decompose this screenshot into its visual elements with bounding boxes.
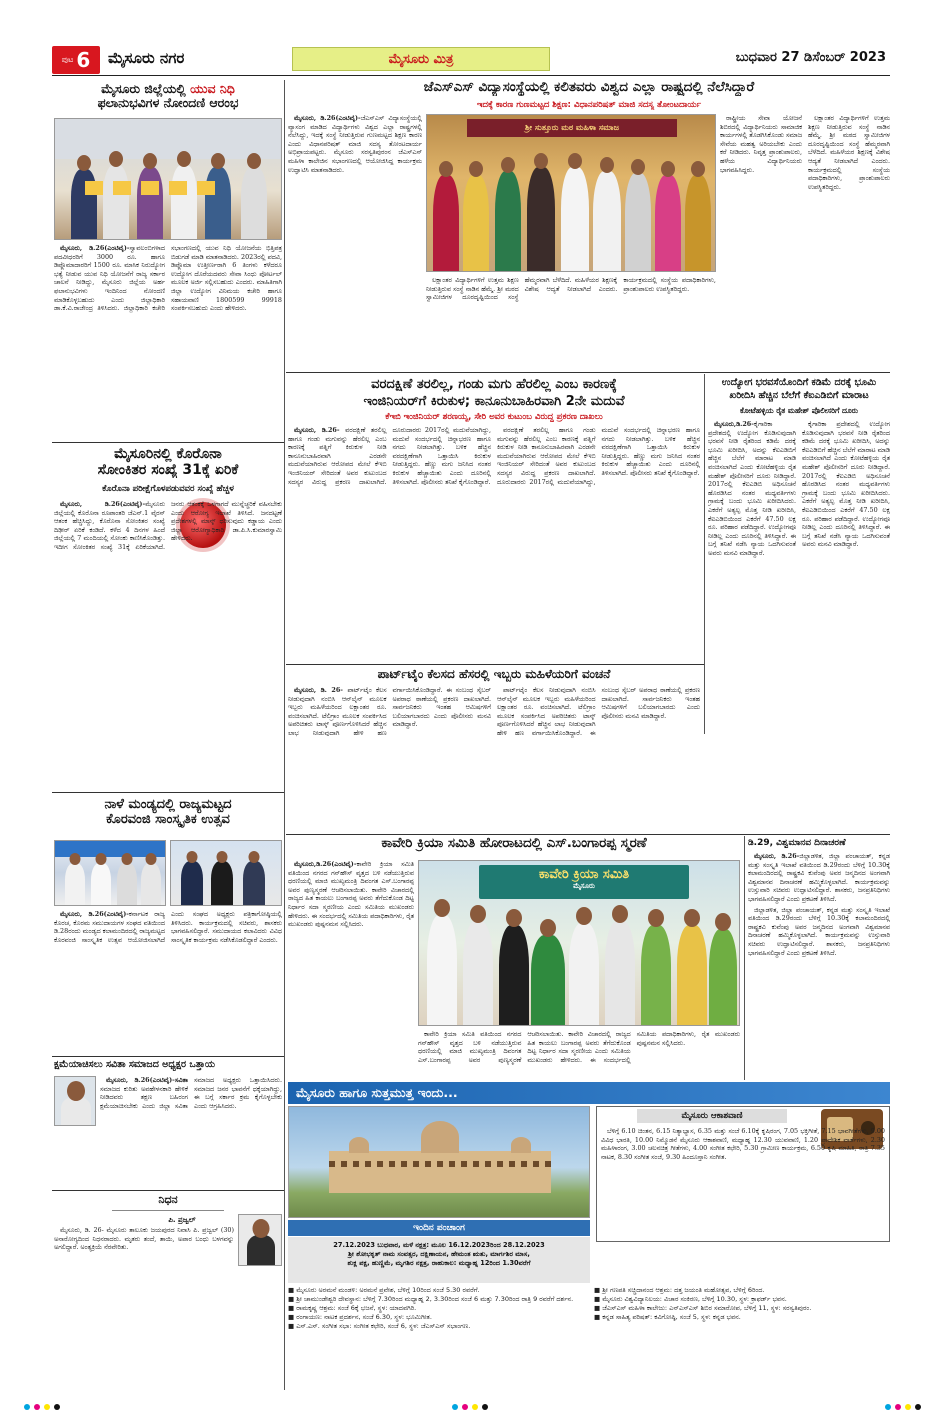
issue-date: ಬುಧವಾರ 27 ಡಿಸೆಂಬರ್ 2023 bbox=[735, 50, 886, 65]
panchanga-line-3: ಶುಕ್ಲ ಪಕ್ಷ, ಹುಣ್ಣಿಮೆ, ಮೃಗಶಿರ ನಕ್ಷತ್ರ, ರಾಹುಕಾಲ: ಮಧ್ಯಾಹ್ನ 12ರಿಂದ 1.30ವರೆಗೆ bbox=[347, 1259, 531, 1267]
panchanga-line-2: ಶ್ರೀ ಶೋಭಕೃತ್ ನಾಮ ಸಂವತ್ಸರ, ದಕ್ಷಿಣಾಯನ, ಹೇಮಂತ ಋತು, ಮಾರ್ಗಶಿರ ಮಾಸ, bbox=[348, 1250, 530, 1258]
parttime-dateline: ಮೈಸೂರು, ಡಿ. 26- bbox=[294, 686, 348, 694]
page-header bbox=[52, 44, 890, 76]
event-item: ■ ಶ್ರೀ ಚಾಮುಂಡೇಶ್ವರಿ ದೇವಸ್ಥಾನ: ಬೆಳಿಗ್ಗೆ 7.30ರಿಂದ ಮಧ್ಯಾಹ್ನ 2, 3.30ರಿಂದ ಸಂಜೆ 6 ಮತ್ತು 7.30ರಿಂದ ರಾತ್ರಿ 9 ರವರೆಗೆ ದರ್ಶನ. bbox=[288, 1295, 574, 1303]
page-number: 6 bbox=[76, 48, 91, 72]
mandya-headline bbox=[54, 798, 282, 828]
event-item: ■ ಜೆಎಸ್ಎಸ್ ಮಹಿಳಾ ಕಾಲೇಜು: ಎನ್ಎಸ್ಎಸ್ ಶಿಬಿರ ಸಮಾರೋಪ, ಬೆಳಿಗ್ಗೆ 11, ಸ್ಥಳ: ಸರಸ್ವತಿಪುರಂ. bbox=[594, 1304, 812, 1312]
dowry-headline-2: ಇಂಜಿನಿಯರ್‌ಗೆ ಕಿರುಕುಳ; ಕಾನೂನುಬಾಹಿರವಾಗಿ 2ನೇ ಮದುವೆ bbox=[363, 394, 625, 409]
savita-headline: ಕ್ಷಮೆಯಾಚಿಸಲು ಸವಿತಾ ಸಮಾಜದ ಅಧ್ಯಕ್ಷರ ಒತ್ತಾಯ bbox=[54, 1060, 216, 1070]
jss-body-left bbox=[288, 114, 422, 272]
dowry-body bbox=[288, 426, 700, 662]
event-item: ■ ಎಸ್.ಎಸ್. ಸಂಗೀತ ಸಭಾ: ಸಂಗೀತ ಕಛೇರಿ, ಸಂಜೆ 6, ಸ್ಥಳ: ಜೆಎಸ್ಎಸ್ ಸಭಾಂಗಣ. bbox=[288, 1322, 471, 1330]
cauvery-body-bottom bbox=[418, 1030, 740, 1078]
yuvanidhi-text: ಸ್ವಾವಲಂಬಿಗಳಾದ ಪದವೀಧರರಿಗೆ 3000 ರೂ. ಹಾಗೂ ಡಿಪ್ಲೊಮಾದಾರರಿಗೆ 1500 ರೂ. ಮಾಸಿಕ ನಿರುದ್ಯೋಗ ಭತ್ಯೆ ನೀಡುವ ಯುವ ನಿಧಿ ಯೋಜನೆಗೆ ರಾಜ್ಯ ಸರ್ಕಾರ ಚಾಲನೆ ನೀಡಿದ್ದು, ಮೈಸೂರು ಜಿಲ್ಲೆಯ ಅರ್ಹ ಫಲಾನುಭವಿಗಳು ಇಂದಿನಿಂದ ನೋಂದಣಿ ಮಾಡಿಕೊಳ್ಳಬಹುದು ಎಂದು ಜಿಲ್ಲಾಧಿಕಾರಿ ಡಾ.ಕೆ.ವಿ.ರಾಜೇಂದ್ರ ತಿಳಿಸಿದರು. ಜಿಲ್ಲಾಧಿಕಾರಿ ಕಚೇರಿ ಸಭಾಂಗಣದಲ್ಲಿ ಯುವ ನಿಧಿ ಯೋಜನೆಯ ಭಿತ್ತಿಪತ್ರ ಬಿಡುಗಡೆ ಮಾಡಿ ಮಾತನಾಡಿದರು. 2023ರಲ್ಲಿ ಪದವಿ, ಡಿಪ್ಲೊಮಾ ಉತ್ತೀರ್ಣರಾಗಿ 6 ತಿಂಗಳು ಕಳೆದರೂ ಉದ್ಯೋಗ ದೊರೆಯದವರು ಸೇವಾ ಸಿಂಧು ಪೋರ್ಟಲ್ ಮೂಲಕ ಅರ್ಜಿ ಸಲ್ಲಿಸಬಹುದು ಎಂದರು. ಮಾಹಿತಿಗಾಗಿ ಜಿಲ್ಲಾ ಉದ್ಯೋಗ ವಿನಿಮಯ ಕಚೇರಿ ಹಾಗೂ ಸಹಾಯವಾಣಿ 1800599 99918 ಸಂಪರ್ಕಿಸಬಹುದು ಎಂದು ಹೇಳಿದರು. bbox=[54, 244, 282, 313]
mysuru-today-banner bbox=[288, 1082, 890, 1104]
mandya-text: ಕರ್ನಾಟಕ ರಾಜ್ಯ ಕೊರಚ, ಕೊರಮ ಸಮುದಾಯಗಳ ಸಂಘದ ವತಿಯಿಂದ ಡಿ.28ರಂದು ಮಂಡ್ಯದ ಕಲಾಮಂದಿರದಲ್ಲಿ ರಾಜ್ಯಮಟ್ಟದ ಕೊರವಂಜಿ ಸಾಂಸ್ಕೃತಿಕ ಉತ್ಸವ ಆಯೋಜಿಸಲಾಗಿದೆ ಎಂದು ಸಂಘದ ಅಧ್ಯಕ್ಷರು ಪತ್ರಿಕಾಗೋಷ್ಠಿಯಲ್ಲಿ ತಿಳಿಸಿದರು. ಕಾರ್ಯಕ್ರಮದಲ್ಲಿ ಸಚಿವರು, ಶಾಸಕರು ಭಾಗವಹಿಸಲಿದ್ದಾರೆ. ಸಮುದಾಯದ ಕಲಾವಿದರು ವಿವಿಧ ಸಾಂಸ್ಕೃತಿಕ ಕಾರ್ಯಕ್ರಮ ನಡೆಸಿಕೊಡಲಿದ್ದಾರೆ ಎಂದರು. bbox=[54, 910, 282, 944]
event-item: ■ ಶ್ರೀ ಗಣಪತಿ ಸಚ್ಚಿದಾನಂದ ಆಶ್ರಮ: ದತ್ತ ಜಯಂತಿ ಮಹೋತ್ಸವ, ಬೆಳಿಗ್ಗೆ 6ರಿಂದ. bbox=[594, 1286, 765, 1294]
mysore-palace-image bbox=[288, 1106, 590, 1218]
land-headline-2: ಖರೀದಿಸಿ ಹೆಚ್ಚಿನ ಬೆಲೆಗೆ ಕೆಐಎಡಿಬಿಗೆ ಮಾರಾಟ bbox=[729, 390, 869, 401]
land-body bbox=[708, 420, 890, 840]
savita-text: ಸಮಾಜದ ಕುರಿತು ಅವಹೇಳನಕಾರಿ ಹೇಳಿಕೆ ನೀಡಿದವರು ತಕ್ಷಣ ಬಹಿರಂಗ ಕ್ಷಮೆಯಾಚಿಸಬೇಕು ಎಂದು ಜಿಲ್ಲಾ ಸವಿತಾ ಸಮಾಜದ ಅಧ್ಯಕ್ಷರು ಒತ್ತಾಯಿಸಿದರು. ಸಮಾಜದ ಜನರ ಭಾವನೆಗೆ ಧಕ್ಕೆಯಾಗಿದ್ದು, ಈ ಬಗ್ಗೆ ಸರ್ಕಾರ ಕ್ರಮ ಕೈಗೊಳ್ಳಬೇಕು ಎಂದು ಆಗ್ರಹಿಸಿದರು. bbox=[100, 1076, 282, 1110]
savita-portrait bbox=[54, 1076, 96, 1126]
event-item: ■ ರಂಗಾಯಣ: ನಾಟಕ ಪ್ರದರ್ಶನ, ಸಂಜೆ 6.30, ಸ್ಥಳ: ಭೂಮಿಗೀತ. bbox=[288, 1313, 432, 1321]
jss-photo bbox=[426, 114, 716, 272]
dowry-text-cont: ವರದಕ್ಷಿಣೆ ತರಲಿಲ್ಲ ಹಾಗೂ ಗಂಡು ಮಗುವನ್ನು ಹೆರಲಿಲ್ಲ ಎಂಬ ಕಾರಣಕ್ಕೆ ಪತ್ನಿಗೆ ಕಿರುಕುಳ ನೀಡಿ ಕಾನೂನುಬಾಹಿರವಾಗಿ ಎರಡನೇ ಮದುವೆಯಾಗಿರುವ ಆರೋಪದ ಮೇಲೆ ಕೆಇಬಿ ಇಂಜಿನಿಯರ್ ಸೇರಿದಂತೆ ಅವರ ಕುಟುಂಬದ ಸದಸ್ಯರ ವಿರುದ್ಧ ಪ್ರಕರಣ ದಾಖಲಾಗಿದೆ. ದೂರುದಾರರು 2017ರಲ್ಲಿ ಮದುವೆಯಾಗಿದ್ದು, ಮದುವೆ ಸಂದರ್ಭದಲ್ಲಿ ಚಿನ್ನಾಭರಣ ಹಾಗೂ ನಗದು ನೀಡಲಾಗಿತ್ತು. ಬಳಿಕ ಹೆಚ್ಚಿನ ವರದಕ್ಷಿಣೆಗಾಗಿ ಒತ್ತಾಯಿಸಿ ಕಿರುಕುಳ ನೀಡುತ್ತಿದ್ದರು. ಹೆಣ್ಣು ಮಗು ಜನಿಸಿದ ನಂತರ ಕಿರುಕುಳ ಹೆಚ್ಚಾಯಿತು ಎಂದು ದೂರಿನಲ್ಲಿ ತಿಳಿಸಲಾಗಿದೆ. ಪೊಲೀಸರು ತನಿಖೆ ಕೈಗೊಂಡಿದ್ದಾರೆ. bbox=[497, 426, 700, 486]
newspaper-logo: ಮೈಸೂರು ಮಿತ್ರ bbox=[292, 47, 550, 71]
jss-body-mid bbox=[426, 276, 716, 370]
vishwamanava-headline: ಡಿ.29, ವಿಶ್ವಮಾನವ ದಿನಾಚರಣೆ bbox=[748, 838, 846, 848]
mandya-headline-2: ಕೊರವಂಜಿ ಸಾಂಸ್ಕೃತಿಕ ಉತ್ಸವ bbox=[106, 811, 230, 827]
mandya-photo-2 bbox=[170, 840, 282, 906]
dowry-text: ವರದಕ್ಷಿಣೆ ತರಲಿಲ್ಲ ಹಾಗೂ ಗಂಡು ಮಗುವನ್ನು ಹೆರಲಿಲ್ಲ ಎಂಬ ಕಾರಣಕ್ಕೆ ಪತ್ನಿಗೆ ಕಿರುಕುಳ ನೀಡಿ ಕಾನೂನುಬಾಹಿರವಾಗಿ ಎರಡನೇ ಮದುವೆಯಾಗಿರುವ ಆರೋಪದ ಮೇಲೆ ಕೆಇಬಿ ಇಂಜಿನಿಯರ್ ಸೇರಿದಂತೆ ಅವರ ಕುಟುಂಬದ ಸದಸ್ಯರ ವಿರುದ್ಧ ಪ್ರಕರಣ ದಾಖಲಾಗಿದೆ. ದೂರುದಾರರು 2017ರಲ್ಲಿ ಮದುವೆಯಾಗಿದ್ದು, ಮದುವೆ ಸಂದರ್ಭದಲ್ಲಿ ಚಿನ್ನಾಭರಣ ಹಾಗೂ ನಗದು ನೀಡಲಾಗಿತ್ತು. ಬಳಿಕ ಹೆಚ್ಚಿನ ವರದಕ್ಷಿಣೆಗಾಗಿ ಒತ್ತಾಯಿಸಿ ಕಿರುಕುಳ ನೀಡುತ್ತಿದ್ದರು. ಹೆಣ್ಣು ಮಗು ಜನಿಸಿದ ನಂತರ ಕಿರುಕುಳ ಹೆಚ್ಚಾಯಿತು ಎಂದು ದೂರಿನಲ್ಲಿ ತಿಳಿಸಲಾಗಿದೆ. ಪೊಲೀಸರು ತನಿಖೆ ಕೈಗೊಂಡಿದ್ದಾರೆ. bbox=[288, 426, 491, 486]
event-item: ■ ಮೈಸೂರು ವಿಶ್ವವಿದ್ಯಾನಿಲಯ: ವಿಚಾರ ಸಂಕಿರಣ, ಬೆಳಿಗ್ಗೆ 10.30, ಸ್ಥಳ: ಕ್ರಾಫರ್ಡ್ ಭವನ. bbox=[594, 1295, 787, 1303]
jss-text-mid: ಲಕ್ಷಾಂತರ ವಿದ್ಯಾರ್ಥಿಗಳಿಗೆ ಉತ್ತಮ ಶಿಕ್ಷಣ ನೀಡುತ್ತಿರುವ ಸಂಸ್ಥೆ ನಾಡಿನ ಹೆಮ್ಮೆ. ಶ್ರೀ ಮಠದ ಸ್ವಾಮೀಜಿಗಳ ದೂರದೃಷ್ಟಿಯಿಂದ ಸಂಸ್ಥೆ ಹೆಮ್ಮರವಾಗಿ ಬೆಳೆದಿದೆ. ಮಹಿಳೆಯರ ಶಿಕ್ಷಣಕ್ಕೆ ವಿಶೇಷ ಆದ್ಯತೆ ನೀಡಲಾಗಿದೆ ಎಂದರು. ಕಾರ್ಯಕ್ರಮದಲ್ಲಿ ಸಂಸ್ಥೆಯ ಪದಾಧಿಕಾರಿಗಳು, ಪ್ರಾಂಶುಪಾಲರು ಉಪಸ್ಥಿತರಿದ್ದರು. bbox=[426, 276, 716, 302]
dowry-dateline: ಮೈಸೂರು, ಡಿ.26- bbox=[294, 426, 346, 434]
parttime-text: ಪಾರ್ಟ್‌ಟೈಂ ಕೆಲಸ ನೀಡುವುದಾಗಿ ನಂಬಿಸಿ ಆನ್‌ಲೈನ್ ಮೂಲಕ ಇಬ್ಬರು ಮಹಿಳೆಯರಿಂದ ಲಕ್ಷಾಂತರ ರೂ. ವಂಚಿಸಲಾಗಿದೆ. ಟೆಲಿಗ್ರಾಂ ಮೂಲಕ ಸಂಪರ್ಕಿಸಿದ ಅಪರಿಚಿತರು ಟಾಸ್ಕ್ ಪೂರ್ಣಗೊಳಿಸಿದರೆ ಹೆಚ್ಚಿನ ಲಾಭ ನೀಡುವುದಾಗಿ ಹೇಳಿ ಹಣ ವರ್ಗಾಯಿಸಿಕೊಂಡಿದ್ದಾರೆ. ಈ ಸಂಬಂಧ ಸೈಬರ್ ಅಪರಾಧ ಠಾಣೆಯಲ್ಲಿ ಪ್ರಕರಣ ದಾಖಲಾಗಿದೆ. ಸಾರ್ವಜನಿಕರು ಇಂತಹ ಆಮಿಷಗಳಿಗೆ ಬಲಿಯಾಗಬಾರದು ಎಂದು ಪೊಲೀಸರು ಮನವಿ ಮಾಡಿದ್ದಾರೆ. bbox=[288, 686, 491, 737]
obituary-name: ಪಿ. ಪ್ರಜ್ವಲ್ bbox=[168, 1216, 196, 1224]
obituary-photo bbox=[238, 1214, 282, 1266]
corona-body bbox=[54, 500, 282, 790]
mandya-headline-1: ನಾಳೆ ಮಂಡ್ಯದಲ್ಲಿ ರಾಜ್ಯಮಟ್ಟದ bbox=[104, 798, 232, 812]
land-subhead: ಕೋಟೆಹಳ್ಳಿಯ ರೈತ ಮಹೇಶ್ ಪೊಲೀಸರಿಗೆ ದೂರು bbox=[739, 406, 859, 415]
corona-subhead: ಕೊರೊನಾ ಪರೀಕ್ಷೆಗೊಳಪಡುವವರ ಸಂಖ್ಯೆ ಹೆಚ್ಚಳ bbox=[102, 484, 234, 494]
event-item: ■ ಕನ್ನಡ ಸಾಹಿತ್ಯ ಪರಿಷತ್: ಕವಿಗೋಷ್ಠಿ, ಸಂಜೆ 5, ಸ್ಥಳ: ಕನ್ನಡ ಭವನ. bbox=[594, 1313, 741, 1321]
events-listing bbox=[288, 1286, 890, 1388]
mysuru-today-title: ಮೈಸೂರು ಹಾಗೂ ಸುತ್ತಮುತ್ತ ಇಂದು... bbox=[296, 1085, 458, 1100]
event-item: ■ ರಾಮಕೃಷ್ಣ ಆಶ್ರಮ: ಸಂಜೆ 6ಕ್ಕೆ ಭಜನೆ, ಸ್ಥಳ: ಯಾದವಗಿರಿ. bbox=[288, 1304, 417, 1312]
vishwamanava-body bbox=[748, 852, 890, 1080]
dowry-headline bbox=[288, 376, 700, 410]
jss-photo-banner: ಶ್ರೀ ಸುತ್ತೂರು ಮಠ ಮಹಿಳಾ ಸಮಾಜ bbox=[467, 119, 677, 137]
yuvanidhi-dateline: ಮೈಸೂರು, ಡಿ.26(ಎಂಟಿವೈ)- bbox=[60, 244, 130, 252]
savita-body bbox=[100, 1076, 282, 1186]
page-label: ಪುಟ bbox=[61, 55, 74, 64]
vishwamanava-text-cont: ಜಿಲ್ಲಾಡಳಿತ, ಜಿಲ್ಲಾ ಪಂಚಾಯತ್, ಕನ್ನಡ ಮತ್ತು ಸಂಸ್ಕೃತಿ ಇಲಾಖೆ ವತಿಯಿಂದ ಡಿ.29ರಂದು ಬೆಳಿಗ್ಗೆ 10.30ಕ್ಕೆ ಕಲಾಮಂದಿರದಲ್ಲಿ ರಾಷ್ಟ್ರಕವಿ ಕುವೆಂಪು ಅವರ ಜನ್ಮದಿನದ ಅಂಗವಾಗಿ ವಿಶ್ವಮಾನವ ದಿನಾಚರಣೆ ಹಮ್ಮಿಕೊಳ್ಳಲಾಗಿದೆ. ಕಾರ್ಯಕ್ರಮವನ್ನು ಉಸ್ತುವಾರಿ ಸಚಿವರು ಉದ್ಘಾಟಿಸಲಿದ್ದಾರೆ. ಶಾಸಕರು, ಜನಪ್ರತಿನಿಧಿಗಳು ಭಾಗವಹಿಸಲಿದ್ದಾರೆ ಎಂದು ಪ್ರಕಟಣೆ ತಿಳಿಸಿದೆ. bbox=[748, 905, 890, 957]
obituary-text: ಮೈಸೂರು, ಡಿ. 26- ಮೈಸೂರು ತಾಲೂಕು ಜಯಪುರದ ನಿವಾಸಿ ಪಿ. ಪ್ರಜ್ವಲ್ (30) ಅನಾರೋಗ್ಯದಿಂದ ನಿಧನರಾದರು. ಮೃತರು ತಂದೆ, ತಾಯಿ, ಅಪಾರ ಬಂಧು ಬಳಗವನ್ನು ಅಗಲಿದ್ದಾರೆ. ಅಂತ್ಯಕ್ರಿಯೆ ನೆರವೇರಿತು. bbox=[54, 1226, 234, 1252]
yuvanidhi-headline-2: ಫಲಾನುಭವಿಗಳ ನೋಂದಣಿ ಆರಂಭ bbox=[97, 95, 239, 111]
section-title: ಮೈಸೂರು ನಗರ bbox=[108, 49, 185, 67]
corona-headline bbox=[54, 446, 282, 478]
jss-body-right bbox=[720, 114, 890, 370]
parttime-body bbox=[288, 686, 700, 832]
mandya-body bbox=[54, 910, 282, 1054]
cauvery-banner: ಕಾವೇರಿ ಕ್ರಿಯಾ ಸಮಿತಿ bbox=[538, 867, 630, 882]
jss-dateline: ಮೈಸೂರು, ಡಿ.26(ಎಂಟಿವೈ)- bbox=[294, 114, 361, 122]
event-item: ■ ಮೈಸೂರು ಅರಮನೆ ಮಂಡಳಿ: ಅರಮನೆ ಪ್ರವೇಶ, ಬೆಳಿಗ್ಗೆ 10ರಿಂದ ಸಂಜೆ 5.30 ರವರೆಗೆ. bbox=[288, 1286, 480, 1294]
registration-marks bbox=[0, 1404, 945, 1414]
panchanga-line-1: 27.12.2023 ಬುಧವಾರ, ಮಳೆ ನಕ್ಷತ್ರ: ಮೂಲ 16.12.2023ರಿಂದ 28.12.2023 bbox=[333, 1241, 545, 1249]
yuvanidhi-headline-1: ಮೈಸೂರು ಜಿಲ್ಲೆಯಲ್ಲಿ bbox=[101, 82, 186, 96]
cauvery-text: ಕಾವೇರಿ ಕ್ರಿಯಾ ಸಮಿತಿ ವತಿಯಿಂದ ನಗರದ ಗನ್‌ಹೌಸ್ ವೃತ್ತದ ಬಳಿ ನಡೆಯುತ್ತಿರುವ ಧರಣಿಯಲ್ಲಿ ಮಾಜಿ ಮುಖ್ಯಮಂತ್ರಿ ದಿವಂಗತ ಎಸ್.ಬಂಗಾರಪ್ಪ ಅವರ ಪುಣ್ಯಸ್ಮರಣೆ ಆಚರಿಸಲಾಯಿತು. ಕಾವೇರಿ ವಿಚಾರದಲ್ಲಿ ರಾಜ್ಯದ ಹಿತ ಕಾಯಲು ಬಂಗಾರಪ್ಪ ಅವರು ತೆಗೆದುಕೊಂಡ ದಿಟ್ಟ ನಿರ್ಧಾರ ಸದಾ ಸ್ಮರಣೀಯ ಎಂದು ಸಮಿತಿಯ ಮುಖಂಡರು ಹೇಳಿದರು. ಈ ಸಂದರ್ಭದಲ್ಲಿ ಸಮಿತಿಯ ಪದಾಧಿಕಾರಿಗಳು, ರೈತ ಮುಖಂಡರು ಪುಷ್ಪನಮನ ಸಲ್ಲಿಸಿದರು. bbox=[288, 860, 414, 929]
yuvanidhi-headline bbox=[54, 82, 282, 111]
yuvanidhi-headline-highlight: ಯುವ ನಿಧಿ bbox=[190, 82, 235, 96]
cauvery-banner-sub: ಮೈಸೂರು bbox=[573, 882, 595, 890]
panchanga-box bbox=[288, 1237, 590, 1283]
yuvanidhi-photo bbox=[54, 118, 282, 240]
vishwamanava-text: ಜಿಲ್ಲಾಡಳಿತ, ಜಿಲ್ಲಾ ಪಂಚಾಯತ್, ಕನ್ನಡ ಮತ್ತು ಸಂಸ್ಕೃತಿ ಇಲಾಖೆ ವತಿಯಿಂದ ಡಿ.29ರಂದು ಬೆಳಿಗ್ಗೆ 10.30ಕ್ಕೆ ಕಲಾಮಂದಿರದಲ್ಲಿ ರಾಷ್ಟ್ರಕವಿ ಕುವೆಂಪು ಅವರ ಜನ್ಮದಿನದ ಅಂಗವಾಗಿ ವಿಶ್ವಮಾನವ ದಿನಾಚರಣೆ ಹಮ್ಮಿಕೊಳ್ಳಲಾಗಿದೆ. ಕಾರ್ಯಕ್ರಮವನ್ನು ಉಸ್ತುವಾರಿ ಸಚಿವರು ಉದ್ಘಾಟಿಸಲಿದ್ದಾರೆ. ಶಾಸಕರು, ಜನಪ್ರತಿನಿಧಿಗಳು ಭಾಗವಹಿಸಲಿದ್ದಾರೆ ಎಂದು ಪ್ರಕಟಣೆ ತಿಳಿಸಿದೆ. bbox=[748, 852, 890, 903]
newspaper-page bbox=[52, 44, 890, 1389]
jss-text-right: ರಾಷ್ಟ್ರೀಯ ಸೇವಾ ಯೋಜನೆ ಶಿಬಿರದಲ್ಲಿ ವಿದ್ಯಾರ್ಥಿನಿಯರು ಸಾಮಾಜಿಕ ಕಾರ್ಯಗಳಲ್ಲಿ ತೊಡಗಿಸಿಕೊಂಡು ಸಮಾಜ ಸೇವೆಯ ಮಹತ್ವ ಅರಿಯಬೇಕು ಎಂದು ಕರೆ ನೀಡಿದರು. ನಿವೃತ್ತ ಪ್ರಾಂಶುಪಾಲರು, ಹಳೆಯ ವಿದ್ಯಾರ್ಥಿನಿಯರು ಭಾಗವಹಿಸಿದ್ದರು. bbox=[720, 114, 802, 174]
cauvery-text-bottom: ಕಾವೇರಿ ಕ್ರಿಯಾ ಸಮಿತಿ ವತಿಯಿಂದ ನಗರದ ಗನ್‌ಹೌಸ್ ವೃತ್ತದ ಬಳಿ ನಡೆಯುತ್ತಿರುವ ಧರಣಿಯಲ್ಲಿ ಮಾಜಿ ಮುಖ್ಯಮಂತ್ರಿ ದಿವಂಗತ ಎಸ್.ಬಂಗಾರಪ್ಪ ಅವರ ಪುಣ್ಯಸ್ಮರಣೆ ಆಚರಿಸಲಾಯಿತು. ಕಾವೇರಿ ವಿಚಾರದಲ್ಲಿ ರಾಜ್ಯದ ಹಿತ ಕಾಯಲು ಬಂಗಾರಪ್ಪ ಅವರು ತೆಗೆದುಕೊಂಡ ದಿಟ್ಟ ನಿರ್ಧಾರ ಸದಾ ಸ್ಮರಣೀಯ ಎಂದು ಸಮಿತಿಯ ಮುಖಂಡರು ಹೇಳಿದರು. ಈ ಸಂದರ್ಭದಲ್ಲಿ ಸಮಿತಿಯ ಪದಾಧಿಕಾರಿಗಳು, ರೈತ ಮುಖಂಡರು ಪುಷ್ಪನಮನ ಸಲ್ಲಿಸಿದರು. bbox=[418, 1030, 740, 1064]
parttime-text-cont: ಪಾರ್ಟ್‌ಟೈಂ ಕೆಲಸ ನೀಡುವುದಾಗಿ ನಂಬಿಸಿ ಆನ್‌ಲೈನ್ ಮೂಲಕ ಇಬ್ಬರು ಮಹಿಳೆಯರಿಂದ ಲಕ್ಷಾಂತರ ರೂ. ವಂಚಿಸಲಾಗಿದೆ. ಟೆಲಿಗ್ರಾಂ ಮೂಲಕ ಸಂಪರ್ಕಿಸಿದ ಅಪರಿಚಿತರು ಟಾಸ್ಕ್ ಪೂರ್ಣಗೊಳಿಸಿದರೆ ಹೆಚ್ಚಿನ ಲಾಭ ನೀಡುವುದಾಗಿ ಹೇಳಿ ಹಣ ವರ್ಗಾಯಿಸಿಕೊಂಡಿದ್ದಾರೆ. ಈ ಸಂಬಂಧ ಸೈಬರ್ ಅಪರಾಧ ಠಾಣೆಯಲ್ಲಿ ಪ್ರಕರಣ ದಾಖಲಾಗಿದೆ. ಸಾರ್ವಜನಿಕರು ಇಂತಹ ಆಮಿಷಗಳಿಗೆ ಬಲಿಯಾಗಬಾರದು ಎಂದು ಪೊಲೀಸರು ಮನವಿ ಮಾಡಿದ್ದಾರೆ. bbox=[497, 686, 700, 737]
page-number-badge bbox=[52, 46, 100, 74]
corona-dateline: ಮೈಸೂರು, ಡಿ.26(ಎಂಟಿವೈ)- bbox=[60, 500, 146, 508]
radio-text: ಬೆಳಿಗ್ಗೆ 6.10 ಚಿಂತನ, 6.15 ನಿತ್ಯಾಭ್ಯಾಸ, 6.35 ಮತ್ತು ಸಂಜೆ 6.10ಕ್ಕೆ ಕೃಷಿರಂಗ, 7.05 ಭಕ್ತಿಗೀತೆ, 7.15 ಭಾವಗೀತೆಗಳು, 9.00 ವಿವಿಧ ಭಾರತಿ, 10.00 ನಿಮ್ಮೊಡನೆ ಮೈಸೂರು ಆಕಾಶವಾಣಿ, ಮಧ್ಯಾಹ್ನ 12.30 ಯುವವಾಣಿ, 1.20 ಪ್ರಾದೇಶಿಕ ವಾರ್ತೆಗಳು, 2.30 ಮಹಿಳಾರಂಗ, 3.00 ಚಲನಚಿತ್ರ ಗೀತೆಗಳು, 4.00 ಸಂಗೀತ ಕಛೇರಿ, 5.30 ಗ್ರಾಮೀಣ ಕಾರ್ಯಕ್ರಮ, 6.50 ಕೃಷಿ ಮಾಹಿತಿ, ರಾತ್ರಿ 7.35 ನಾಟಕ, 8.30 ಸಂಗೀತ ಸಂಜೆ, 9.30 ಹಿಂದೂಸ್ತಾನಿ ಸಂಗೀತ. bbox=[601, 1127, 885, 1161]
mandya-photo-1 bbox=[54, 840, 166, 906]
cauvery-body-left bbox=[288, 860, 414, 1078]
land-headline-1: ಉದ್ಯೋಗ ಭರವಸೆಯೊಂದಿಗೆ ಕಡಿಮೆ ದರಕ್ಕೆ ಭೂಮಿ bbox=[721, 377, 877, 388]
land-headline bbox=[708, 376, 890, 402]
jss-text-left: ಜೆಎಸ್ಎಸ್ ವಿದ್ಯಾಸಂಸ್ಥೆಯಲ್ಲಿ ವ್ಯಾಸಂಗ ಮಾಡಿದ ವಿದ್ಯಾರ್ಥಿಗಳು ವಿಶ್ವದ ಎಲ್ಲಾ ರಾಷ್ಟ್ರಗಳಲ್ಲಿ ನೆಲೆಸಿದ್ದು, ಇದಕ್ಕೆ ಸಂಸ್ಥೆ ನೀಡುತ್ತಿರುವ ಗುಣಮಟ್ಟದ ಶಿಕ್ಷಣ ಕಾರಣ ಎಂದು ವಿಧಾನಪರಿಷತ್ ಮಾಜಿ ಸದಸ್ಯ ತೋಂಟದಾರ್ಯ ಅಭಿಪ್ರಾಯಪಟ್ಟರು. ಮೈಸೂರು ಸರಸ್ವತಿಪುರಂನ ಜೆಎಸ್ಎಸ್ ಮಹಿಳಾ ಕಾಲೇಜಿನ ಸಭಾಂಗಣದಲ್ಲಿ ಆಯೋಜಿಸಿದ್ದ ಕಾರ್ಯಕ್ರಮ ಉದ್ಘಾಟಿಸಿ ಮಾತನಾಡಿದರು. bbox=[288, 114, 422, 174]
mandya-dateline: ಮೈಸೂರು, ಡಿ.26(ಎಂಟಿವೈ)- bbox=[60, 910, 129, 918]
cauvery-headline: ಕಾವೇರಿ ಕ್ರಿಯಾ ಸಮಿತಿ ಹೋರಾಟದಲ್ಲಿ ಎಸ್.ಬಂಗಾರಪ್ಪ ಸ್ಮರಣೆ bbox=[381, 836, 647, 851]
obituary-heading: ನಿಧನ bbox=[158, 1194, 178, 1206]
corona-headline-2: ಸೋಂಕಿತರ ಸಂಖ್ಯೆ 31ಕ್ಕೆ ಏರಿಕೆ bbox=[97, 462, 239, 479]
land-dateline: ಮೈಸೂರು,ಡಿ.26- bbox=[714, 420, 754, 428]
land-text: ಕೈಗಾರಿಕಾ ಪ್ರದೇಶದಲ್ಲಿ ಉದ್ಯೋಗ ಕೊಡಿಸುವುದಾಗಿ ಭರವಸೆ ನೀಡಿ ರೈತರಿಂದ ಕಡಿಮೆ ದರಕ್ಕೆ ಭೂಮಿ ಖರೀದಿಸಿ, ಅದನ್ನು ಕೆಐಎಡಿಬಿಗೆ ಹೆಚ್ಚಿನ ಬೆಲೆಗೆ ಮಾರಾಟ ಮಾಡಿ ವಂಚಿಸಲಾಗಿದೆ ಎಂದು ಕೋಟೆಹಳ್ಳಿಯ ರೈತ ಮಹೇಶ್ ಪೊಲೀಸರಿಗೆ ದೂರು ನೀಡಿದ್ದಾರೆ. 2017ರಲ್ಲಿ ಕೆಐಎಡಿಬಿ ಅಧಿಸೂಚನೆ ಹೊರಡಿಸಿದ ನಂತರ ಮಧ್ಯವರ್ತಿಗಳು ಗ್ರಾಮಕ್ಕೆ ಬಂದು ಭೂಮಿ ಖರೀದಿಸಿದರು. ಎಕರೆಗೆ ಅತ್ಯಲ್ಪ ಮೊತ್ತ ನೀಡಿ ಖರೀದಿಸಿ, ಕೆಐಎಡಿಬಿಯಿಂದ ಎಕರೆಗೆ 47.50 ಲಕ್ಷ ರೂ. ಪರಿಹಾರ ಪಡೆದಿದ್ದಾರೆ. ಉದ್ಯೋಗವೂ ನೀಡಿಲ್ಲ ಎಂದು ದೂರಿನಲ್ಲಿ ತಿಳಿಸಿದ್ದಾರೆ. ಈ ಬಗ್ಗೆ ತನಿಖೆ ನಡೆಸಿ ನ್ಯಾಯ ಒದಗಿಸುವಂತೆ ಅವರು ಮನವಿ ಮಾಡಿದ್ದಾರೆ. bbox=[708, 420, 796, 557]
vishwamanava-dateline: ಮೈಸೂರು, ಡಿ.26- bbox=[754, 852, 800, 860]
radio-box bbox=[596, 1106, 890, 1242]
radio-body bbox=[601, 1127, 885, 1239]
yuvanidhi-body bbox=[54, 244, 282, 440]
panchanga-title: ಇಂದಿನ ಪಂಚಾಂಗ bbox=[288, 1220, 590, 1236]
dowry-headline-1: ವರದಕ್ಷಿಣೆ ತರಲಿಲ್ಲ, ಗಂಡು ಮಗು ಹೆರಲಿಲ್ಲ ಎಂಬ ಕಾರಣಕ್ಕೆ bbox=[371, 377, 617, 392]
land-text-cont: ಕೈಗಾರಿಕಾ ಪ್ರದೇಶದಲ್ಲಿ ಉದ್ಯೋಗ ಕೊಡಿಸುವುದಾಗಿ ಭರವಸೆ ನೀಡಿ ರೈತರಿಂದ ಕಡಿಮೆ ದರಕ್ಕೆ ಭೂಮಿ ಖರೀದಿಸಿ, ಅದನ್ನು ಕೆಐಎಡಿಬಿಗೆ ಹೆಚ್ಚಿನ ಬೆಲೆಗೆ ಮಾರಾಟ ಮಾಡಿ ವಂಚಿಸಲಾಗಿದೆ ಎಂದು ಕೋಟೆಹಳ್ಳಿಯ ರೈತ ಮಹೇಶ್ ಪೊಲೀಸರಿಗೆ ದೂರು ನೀಡಿದ್ದಾರೆ. 2017ರಲ್ಲಿ ಕೆಐಎಡಿಬಿ ಅಧಿಸೂಚನೆ ಹೊರಡಿಸಿದ ನಂತರ ಮಧ್ಯವರ್ತಿಗಳು ಗ್ರಾಮಕ್ಕೆ ಬಂದು ಭೂಮಿ ಖರೀದಿಸಿದರು. ಎಕರೆಗೆ ಅತ್ಯಲ್ಪ ಮೊತ್ತ ನೀಡಿ ಖರೀದಿಸಿ, ಕೆಐಎಡಿಬಿಯಿಂದ ಎಕರೆಗೆ 47.50 ಲಕ್ಷ ರೂ. ಪರಿಹಾರ ಪಡೆದಿದ್ದಾರೆ. ಉದ್ಯೋಗವೂ ನೀಡಿಲ್ಲ ಎಂದು ದೂರಿನಲ್ಲಿ ತಿಳಿಸಿದ್ದಾರೆ. ಈ ಬಗ್ಗೆ ತನಿಖೆ ನಡೆಸಿ ನ್ಯಾಯ ಒದಗಿಸುವಂತೆ ಅವರು ಮನವಿ ಮಾಡಿದ್ದಾರೆ. bbox=[802, 420, 890, 549]
corona-headline-1: ಮೈಸೂರಿನಲ್ಲಿ ಕೊರೊನಾ bbox=[114, 446, 222, 462]
radio-title: ಮೈಸೂರು ಆಕಾಶವಾಣಿ bbox=[637, 1109, 787, 1123]
dowry-subhead: ಕೆಇಬಿ ಇಂಜಿನಿಯರ್ ಶರಣಯ್ಯ, ಸೇರಿ ಅವರ ಕುಟುಂಬ ವಿರುದ್ಧ ಪ್ರಕರಣ ದಾಖಲು bbox=[385, 412, 603, 422]
jss-headline: ಜೆಎಸ್ಎಸ್ ವಿದ್ಯಾಸಂಸ್ಥೆಯಲ್ಲಿ ಕಲಿತವರು ವಿಶ್ವದ ಎಲ್ಲಾ ರಾಷ್ಟ್ರದಲ್ಲಿ ನೆಲೆಸಿದ್ದಾರೆ bbox=[423, 80, 755, 95]
jss-text-mid-repeat: ಲಕ್ಷಾಂತರ ವಿದ್ಯಾರ್ಥಿಗಳಿಗೆ ಉತ್ತಮ ಶಿಕ್ಷಣ ನೀಡುತ್ತಿರುವ ಸಂಸ್ಥೆ ನಾಡಿನ ಹೆಮ್ಮೆ. ಶ್ರೀ ಮಠದ ಸ್ವಾಮೀಜಿಗಳ ದೂರದೃಷ್ಟಿಯಿಂದ ಸಂಸ್ಥೆ ಹೆಮ್ಮರವಾಗಿ ಬೆಳೆದಿದೆ. ಮಹಿಳೆಯರ ಶಿಕ್ಷಣಕ್ಕೆ ವಿಶೇಷ ಆದ್ಯತೆ ನೀಡಲಾಗಿದೆ ಎಂದರು. ಕಾರ್ಯಕ್ರಮದಲ್ಲಿ ಸಂಸ್ಥೆಯ ಪದಾಧಿಕಾರಿಗಳು, ಪ್ರಾಂಶುಪಾಲರು ಉಪಸ್ಥಿತರಿದ್ದರು. bbox=[808, 114, 890, 191]
corona-text: ಮೈಸೂರು ಜಿಲ್ಲೆಯಲ್ಲಿ ಕೊರೊನಾ ರೂಪಾಂತರಿ ಜೆಎನ್.1 ವೈರಸ್ ಆತಂಕ ಹೆಚ್ಚಿಸಿದ್ದು, ಕೊರೊನಾ ಸೋಂಕಿತರ ಸಂಖ್ಯೆ ದಿಢೀರ್ ಏರಿಕೆ ಕಂಡಿದೆ. ಕಳೆದ 4 ದಿನಗಳ ಹಿಂದೆ ಜಿಲ್ಲೆಯಲ್ಲಿ 7 ಮಂದಿಯಲ್ಲಿ ಸೋಂಕು ಕಾಣಿಸಿಕೊಂಡಿತ್ತು. ಇದೀಗ ಸೋಂಕಿತರ ಸಂಖ್ಯೆ 31ಕ್ಕೆ ಏರಿಕೆಯಾಗಿದೆ. ಜನರು ಆತಂಕಕ್ಕೆ ಒಳಗಾಗದೆ ಮುನ್ನೆಚ್ಚರಿಕೆ ವಹಿಸಬೇಕು ಎಂದು ಆರೋಗ್ಯ ಇಲಾಖೆ ತಿಳಿಸಿದೆ. ಜನದಟ್ಟಣೆ ಪ್ರದೇಶಗಳಲ್ಲಿ ಮಾಸ್ಕ್ ಧರಿಸುವುದು ಕಡ್ಡಾಯ ಎಂದು ಜಿಲ್ಲಾ ಆರೋಗ್ಯಾಧಿಕಾರಿ ಡಾ.ಪಿ.ಸಿ.ಕುಮಾರಸ್ವಾಮಿ ಹೇಳಿದರು. bbox=[54, 500, 282, 551]
jss-subhead: ಇದಕ್ಕೆ ಕಾರಣ ಗುಣಮಟ್ಟದ ಶಿಕ್ಷಣ: ವಿಧಾನಪರಿಷತ್ ಮಾಜಿ ಸದಸ್ಯ ತೋಂಟದಾರ್ಯ bbox=[476, 100, 701, 110]
parttime-headline: ಪಾರ್ಟ್‌ಟೈಂ ಕೆಲಸದ ಹೆಸರಲ್ಲಿ ಇಬ್ಬರು ಮಹಿಳೆಯರಿಗೆ ವಂಚನೆ bbox=[377, 668, 611, 681]
cauvery-photo bbox=[418, 860, 740, 1026]
obituary-body bbox=[54, 1226, 234, 1286]
cauvery-dateline: ಮೈಸೂರು,ಡಿ.26(ಎಂಟಿವೈ)- bbox=[294, 860, 357, 868]
savita-dateline: ಮೈಸೂರು, ಡಿ.26(ಎಂಟಿವೈ)-ಸವಿತಾ bbox=[106, 1076, 188, 1084]
